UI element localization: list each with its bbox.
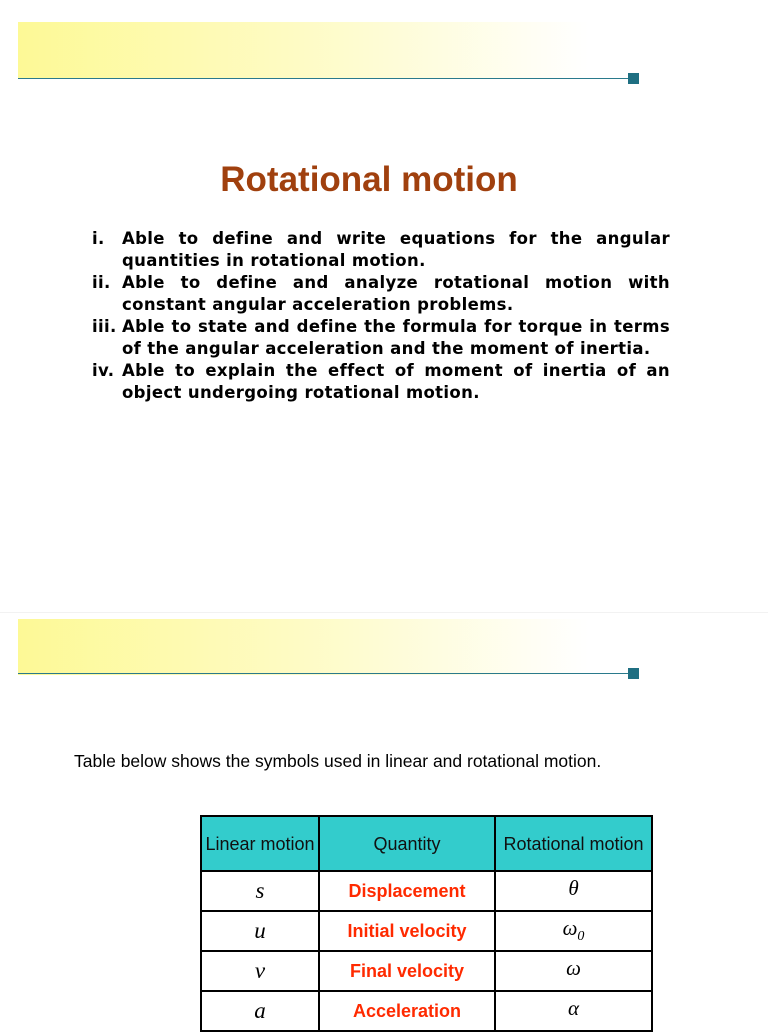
rotational-symbol (495, 871, 652, 911)
rotational-symbol-base: ω (566, 956, 581, 981)
table-row (201, 911, 652, 951)
quantity-name: Displacement (319, 871, 495, 911)
header-rotational-motion: Rotational motion (495, 816, 652, 871)
table-header-row (201, 816, 652, 871)
table-row (201, 871, 652, 911)
intro-text: Table below shows the symbols used in linear and rotational motion. (74, 751, 602, 771)
list-item (92, 316, 670, 360)
symbols-table (200, 815, 653, 1032)
accent-square (628, 73, 639, 84)
item-text: Able to explain the effect of moment of inertia of an object undergoing rotational motion. (122, 361, 670, 402)
list-item (92, 272, 670, 316)
linear-symbol: a (201, 991, 319, 1031)
list-item (92, 228, 670, 272)
list-item (92, 360, 670, 404)
objectives-list (92, 228, 670, 404)
header-band (18, 619, 638, 675)
table-row (201, 991, 652, 1031)
quantity-name: Initial velocity (319, 911, 495, 951)
quantity-name: Final velocity (319, 951, 495, 991)
slide-2 (0, 612, 768, 1025)
header-quantity: Quantity (319, 816, 495, 871)
rotational-symbol-base: α (567, 996, 580, 1021)
header-rule (18, 78, 628, 79)
rotational-symbol-base: θ (568, 876, 579, 901)
rotational-symbol (495, 951, 652, 991)
rotational-symbol-base: ω (562, 916, 578, 941)
header-band (18, 22, 638, 78)
item-number: i. (92, 229, 105, 248)
accent-square (628, 668, 639, 679)
rotational-symbol-subscript: 0 (577, 929, 585, 945)
linear-symbol: s (201, 871, 319, 911)
linear-symbol: u (201, 911, 319, 951)
item-number: ii. (92, 273, 111, 292)
item-text: Able to state and define the formula for torque in terms of the angular acceleration and the moment of inertia. (122, 317, 670, 358)
header-linear-motion: Linear motion (201, 816, 319, 871)
item-text: Able to define and write equations for the angular quantities in rotational motion. (122, 229, 670, 270)
rotational-symbol (495, 991, 652, 1031)
quantity-name: Acceleration (319, 991, 495, 1031)
header-rule (18, 673, 628, 674)
rotational-symbol (495, 911, 652, 951)
slide-title: Rotational motion (220, 160, 518, 199)
item-text: Able to define and analyze rotational motion with constant angular acceleration problems. (122, 273, 670, 314)
item-number: iii. (92, 317, 117, 336)
item-number: iv. (92, 361, 115, 380)
table-row (201, 951, 652, 991)
linear-symbol: v (201, 951, 319, 991)
